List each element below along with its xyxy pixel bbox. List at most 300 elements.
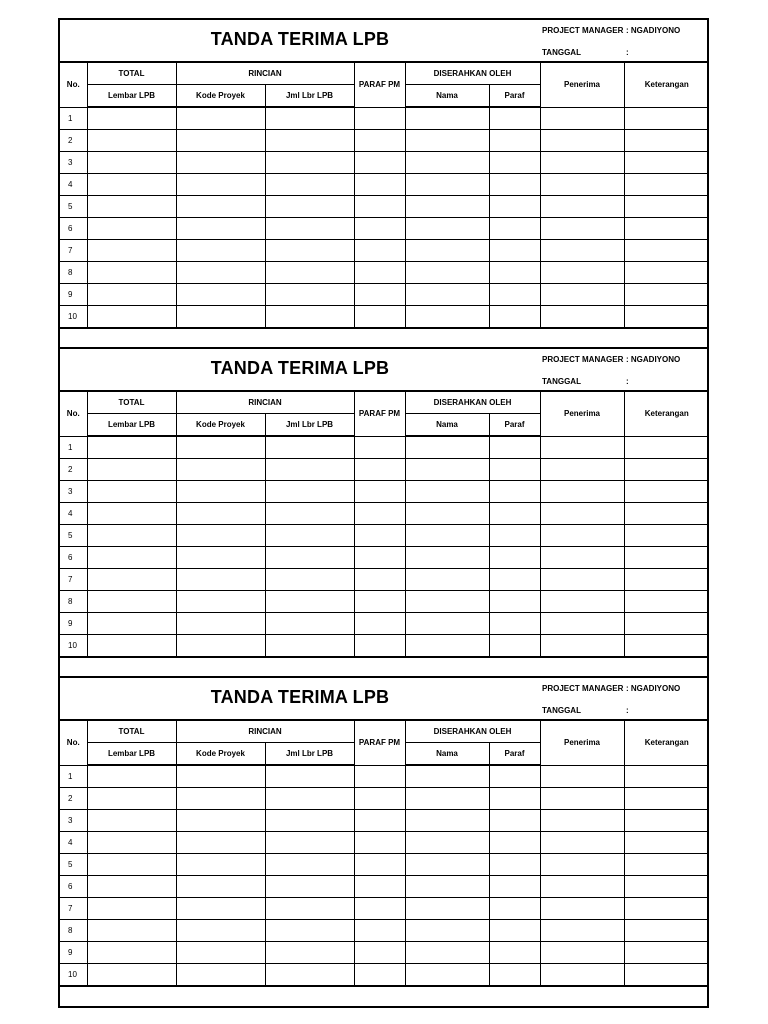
col-no-header: No. [60, 721, 87, 765]
cell-kode[interactable] [176, 854, 265, 876]
cell-nama[interactable] [405, 635, 489, 657]
cell-penerima[interactable] [540, 525, 624, 547]
cell-jml[interactable] [265, 130, 354, 152]
row-number: 10 [60, 306, 87, 328]
cell-kode[interactable] [176, 152, 265, 174]
row-number: 1 [60, 436, 87, 459]
cell-kode[interactable] [176, 262, 265, 284]
cell-lembar[interactable] [87, 569, 176, 591]
cell-nama[interactable] [405, 306, 489, 328]
cell-paraf[interactable] [489, 503, 540, 525]
cell-kode[interactable] [176, 832, 265, 854]
cell-paraf[interactable] [489, 591, 540, 613]
cell-paraf-pm[interactable] [354, 503, 405, 525]
cell-nama[interactable] [405, 832, 489, 854]
cell-penerima[interactable] [540, 130, 624, 152]
cell-kode[interactable] [176, 284, 265, 306]
row-number: 4 [60, 174, 87, 196]
cell-keterangan[interactable] [624, 613, 709, 635]
form-spacer [60, 986, 707, 1006]
cell-lembar[interactable] [87, 854, 176, 876]
cell-nama[interactable] [405, 436, 489, 459]
cell-paraf-pm[interactable] [354, 436, 405, 459]
row-number: 3 [60, 152, 87, 174]
row-number: 7 [60, 569, 87, 591]
cell-nama[interactable] [405, 240, 489, 262]
cell-kode[interactable] [176, 525, 265, 547]
cell-lembar[interactable] [87, 832, 176, 854]
cell-penerima[interactable] [540, 503, 624, 525]
cell-lembar[interactable] [87, 107, 176, 130]
cell-lembar[interactable] [87, 459, 176, 481]
cell-lembar[interactable] [87, 503, 176, 525]
cell-lembar[interactable] [87, 547, 176, 569]
cell-paraf[interactable] [489, 964, 540, 986]
cell-paraf-pm[interactable] [354, 240, 405, 262]
cell-nama[interactable] [405, 459, 489, 481]
cell-paraf-pm[interactable] [354, 898, 405, 920]
cell-jml[interactable] [265, 306, 354, 328]
cell-kode[interactable] [176, 876, 265, 898]
cell-jml[interactable] [265, 525, 354, 547]
cell-paraf-pm[interactable] [354, 591, 405, 613]
cell-paraf[interactable] [489, 832, 540, 854]
cell-penerima[interactable] [540, 832, 624, 854]
date-value: : [626, 706, 629, 715]
receipt-table [60, 63, 709, 328]
cell-penerima[interactable] [540, 898, 624, 920]
cell-paraf-pm[interactable] [354, 481, 405, 503]
cell-kode[interactable] [176, 174, 265, 196]
cell-penerima[interactable] [540, 152, 624, 174]
cell-keterangan[interactable] [624, 635, 709, 657]
cell-jml[interactable] [265, 196, 354, 218]
cell-nama[interactable] [405, 942, 489, 964]
project-manager-label: PROJECT MANAGER [542, 26, 624, 35]
cell-jml[interactable] [265, 613, 354, 635]
cell-penerima[interactable] [540, 854, 624, 876]
cell-jml[interactable] [265, 854, 354, 876]
cell-keterangan[interactable] [624, 174, 709, 196]
form-spacer [60, 657, 707, 678]
cell-paraf-pm[interactable] [354, 635, 405, 657]
cell-nama[interactable] [405, 765, 489, 788]
cell-nama[interactable] [405, 107, 489, 130]
cell-paraf-pm[interactable] [354, 832, 405, 854]
row-number: 5 [60, 196, 87, 218]
cell-nama[interactable] [405, 525, 489, 547]
cell-keterangan[interactable] [624, 459, 709, 481]
cell-lembar[interactable] [87, 876, 176, 898]
cell-jml[interactable] [265, 591, 354, 613]
cell-lembar[interactable] [87, 898, 176, 920]
table-row [60, 942, 709, 964]
table-row [60, 107, 709, 130]
cell-jml[interactable] [265, 481, 354, 503]
cell-keterangan[interactable] [624, 481, 709, 503]
date-line [542, 706, 629, 715]
cell-lembar[interactable] [87, 942, 176, 964]
cell-lembar[interactable] [87, 196, 176, 218]
cell-kode[interactable] [176, 964, 265, 986]
cell-lembar[interactable] [87, 436, 176, 459]
cell-jml[interactable] [265, 920, 354, 942]
cell-keterangan[interactable] [624, 547, 709, 569]
col-no-header: No. [60, 63, 87, 107]
cell-keterangan[interactable] [624, 876, 709, 898]
cell-paraf[interactable] [489, 306, 540, 328]
cell-paraf-pm[interactable] [354, 130, 405, 152]
cell-jml[interactable] [265, 436, 354, 459]
cell-paraf-pm[interactable] [354, 569, 405, 591]
col-kode-header: Kode Proyek [176, 85, 265, 108]
col-rincian-header: RINCIAN [176, 392, 354, 414]
cell-penerima[interactable] [540, 942, 624, 964]
cell-lembar[interactable] [87, 591, 176, 613]
form-header [60, 349, 707, 392]
cell-paraf[interactable] [489, 525, 540, 547]
cell-lembar[interactable] [87, 525, 176, 547]
cell-jml[interactable] [265, 262, 354, 284]
cell-nama[interactable] [405, 810, 489, 832]
cell-paraf[interactable] [489, 765, 540, 788]
row-number: 3 [60, 481, 87, 503]
cell-jml[interactable] [265, 942, 354, 964]
table-row [60, 459, 709, 481]
cell-paraf-pm[interactable] [354, 547, 405, 569]
table-row [60, 503, 709, 525]
cell-kode[interactable] [176, 920, 265, 942]
col-paraf-pm-header: PARAF PM [354, 63, 405, 107]
cell-paraf-pm[interactable] [354, 196, 405, 218]
cell-penerima[interactable] [540, 196, 624, 218]
cell-paraf[interactable] [489, 152, 540, 174]
cell-paraf-pm[interactable] [354, 174, 405, 196]
cell-lembar[interactable] [87, 635, 176, 657]
cell-paraf[interactable] [489, 436, 540, 459]
cell-penerima[interactable] [540, 107, 624, 130]
cell-paraf[interactable] [489, 942, 540, 964]
cell-lembar[interactable] [87, 613, 176, 635]
cell-keterangan[interactable] [624, 262, 709, 284]
cell-paraf-pm[interactable] [354, 876, 405, 898]
cell-paraf-pm[interactable] [354, 262, 405, 284]
cell-lembar[interactable] [87, 218, 176, 240]
cell-paraf[interactable] [489, 569, 540, 591]
cell-kode[interactable] [176, 591, 265, 613]
cell-keterangan[interactable] [624, 218, 709, 240]
cell-kode[interactable] [176, 459, 265, 481]
cell-keterangan[interactable] [624, 196, 709, 218]
cell-lembar[interactable] [87, 306, 176, 328]
cell-paraf-pm[interactable] [354, 788, 405, 810]
col-penerima-header: Penerima [540, 392, 624, 436]
cell-paraf[interactable] [489, 481, 540, 503]
cell-keterangan[interactable] [624, 130, 709, 152]
form-header [60, 678, 707, 721]
cell-kode[interactable] [176, 613, 265, 635]
cell-lembar[interactable] [87, 481, 176, 503]
cell-paraf[interactable] [489, 107, 540, 130]
cell-kode[interactable] [176, 436, 265, 459]
table-row [60, 964, 709, 986]
cell-penerima[interactable] [540, 174, 624, 196]
cell-penerima[interactable] [540, 481, 624, 503]
cell-penerima[interactable] [540, 765, 624, 788]
cell-nama[interactable] [405, 547, 489, 569]
col-total-header: TOTAL [87, 63, 176, 85]
receipt-form [60, 349, 707, 678]
cell-lembar[interactable] [87, 765, 176, 788]
cell-lembar[interactable] [87, 920, 176, 942]
project-manager-label: PROJECT MANAGER [542, 684, 624, 693]
col-no-header: No. [60, 392, 87, 436]
cell-penerima[interactable] [540, 810, 624, 832]
cell-nama[interactable] [405, 218, 489, 240]
cell-paraf[interactable] [489, 854, 540, 876]
cell-paraf[interactable] [489, 459, 540, 481]
cell-penerima[interactable] [540, 284, 624, 306]
cell-paraf-pm[interactable] [354, 459, 405, 481]
cell-kode[interactable] [176, 218, 265, 240]
cell-paraf-pm[interactable] [354, 284, 405, 306]
row-number: 4 [60, 832, 87, 854]
cell-nama[interactable] [405, 174, 489, 196]
cell-keterangan[interactable] [624, 942, 709, 964]
cell-kode[interactable] [176, 240, 265, 262]
cell-paraf[interactable] [489, 240, 540, 262]
cell-keterangan[interactable] [624, 898, 709, 920]
cell-paraf[interactable] [489, 547, 540, 569]
cell-paraf[interactable] [489, 218, 540, 240]
cell-nama[interactable] [405, 481, 489, 503]
cell-paraf-pm[interactable] [354, 525, 405, 547]
cell-nama[interactable] [405, 569, 489, 591]
col-keterangan-header: Keterangan [624, 392, 709, 436]
cell-nama[interactable] [405, 964, 489, 986]
cell-kode[interactable] [176, 547, 265, 569]
cell-paraf-pm[interactable] [354, 306, 405, 328]
cell-paraf[interactable] [489, 876, 540, 898]
cell-keterangan[interactable] [624, 854, 709, 876]
project-manager-label: PROJECT MANAGER [542, 355, 624, 364]
cell-keterangan[interactable] [624, 810, 709, 832]
cell-kode[interactable] [176, 503, 265, 525]
cell-kode[interactable] [176, 130, 265, 152]
table-row [60, 569, 709, 591]
cell-paraf-pm[interactable] [354, 107, 405, 130]
cell-nama[interactable] [405, 613, 489, 635]
cell-lembar[interactable] [87, 810, 176, 832]
cell-penerima[interactable] [540, 613, 624, 635]
cell-paraf[interactable] [489, 920, 540, 942]
cell-paraf[interactable] [489, 130, 540, 152]
cell-paraf[interactable] [489, 196, 540, 218]
cell-nama[interactable] [405, 920, 489, 942]
table-row [60, 174, 709, 196]
cell-keterangan[interactable] [624, 525, 709, 547]
cell-jml[interactable] [265, 569, 354, 591]
table-row [60, 284, 709, 306]
cell-penerima[interactable] [540, 964, 624, 986]
cell-kode[interactable] [176, 107, 265, 130]
cell-kode[interactable] [176, 765, 265, 788]
cell-penerima[interactable] [540, 218, 624, 240]
cell-lembar[interactable] [87, 130, 176, 152]
cell-kode[interactable] [176, 481, 265, 503]
cell-kode[interactable] [176, 306, 265, 328]
cell-nama[interactable] [405, 196, 489, 218]
cell-keterangan[interactable] [624, 788, 709, 810]
cell-paraf-pm[interactable] [354, 218, 405, 240]
cell-penerima[interactable] [540, 306, 624, 328]
cell-nama[interactable] [405, 152, 489, 174]
cell-jml[interactable] [265, 832, 354, 854]
cell-nama[interactable] [405, 591, 489, 613]
table-row [60, 613, 709, 635]
cell-kode[interactable] [176, 810, 265, 832]
cell-paraf[interactable] [489, 810, 540, 832]
cell-paraf-pm[interactable] [354, 942, 405, 964]
cell-penerima[interactable] [540, 547, 624, 569]
table-row [60, 262, 709, 284]
form-header [60, 20, 707, 63]
col-paraf-pm-header: PARAF PM [354, 721, 405, 765]
table-row [60, 876, 709, 898]
cell-kode[interactable] [176, 898, 265, 920]
cell-nama[interactable] [405, 130, 489, 152]
cell-nama[interactable] [405, 284, 489, 306]
cell-paraf[interactable] [489, 788, 540, 810]
cell-keterangan[interactable] [624, 107, 709, 130]
cell-paraf-pm[interactable] [354, 920, 405, 942]
cell-lembar[interactable] [87, 284, 176, 306]
cell-lembar[interactable] [87, 152, 176, 174]
cell-kode[interactable] [176, 635, 265, 657]
cell-keterangan[interactable] [624, 964, 709, 986]
cell-paraf[interactable] [489, 262, 540, 284]
cell-penerima[interactable] [540, 920, 624, 942]
cell-lembar[interactable] [87, 788, 176, 810]
cell-keterangan[interactable] [624, 306, 709, 328]
cell-nama[interactable] [405, 898, 489, 920]
receipt-table [60, 392, 709, 657]
cell-keterangan[interactable] [624, 152, 709, 174]
cell-jml[interactable] [265, 284, 354, 306]
receipt-form [60, 678, 707, 1006]
cell-jml[interactable] [265, 898, 354, 920]
cell-penerima[interactable] [540, 788, 624, 810]
cell-lembar[interactable] [87, 964, 176, 986]
cell-keterangan[interactable] [624, 832, 709, 854]
cell-jml[interactable] [265, 240, 354, 262]
cell-keterangan[interactable] [624, 569, 709, 591]
table-row [60, 920, 709, 942]
cell-jml[interactable] [265, 218, 354, 240]
cell-nama[interactable] [405, 876, 489, 898]
cell-lembar[interactable] [87, 174, 176, 196]
table-row [60, 591, 709, 613]
cell-jml[interactable] [265, 765, 354, 788]
cell-keterangan[interactable] [624, 765, 709, 788]
cell-penerima[interactable] [540, 591, 624, 613]
cell-paraf[interactable] [489, 898, 540, 920]
cell-paraf-pm[interactable] [354, 613, 405, 635]
cell-keterangan[interactable] [624, 436, 709, 459]
cell-kode[interactable] [176, 788, 265, 810]
cell-nama[interactable] [405, 854, 489, 876]
cell-penerima[interactable] [540, 459, 624, 481]
cell-paraf[interactable] [489, 613, 540, 635]
cell-keterangan[interactable] [624, 591, 709, 613]
form-title: TANDA TERIMA LPB [210, 358, 390, 378]
cell-keterangan[interactable] [624, 503, 709, 525]
cell-lembar[interactable] [87, 240, 176, 262]
cell-nama[interactable] [405, 788, 489, 810]
cell-paraf-pm[interactable] [354, 765, 405, 788]
cell-penerima[interactable] [540, 876, 624, 898]
cell-paraf[interactable] [489, 635, 540, 657]
cell-penerima[interactable] [540, 262, 624, 284]
col-keterangan-header: Keterangan [624, 63, 709, 107]
cell-kode[interactable] [176, 196, 265, 218]
cell-paraf[interactable] [489, 174, 540, 196]
cell-jml[interactable] [265, 547, 354, 569]
cell-paraf-pm[interactable] [354, 964, 405, 986]
cell-jml[interactable] [265, 107, 354, 130]
row-number: 2 [60, 788, 87, 810]
cell-jml[interactable] [265, 503, 354, 525]
cell-lembar[interactable] [87, 262, 176, 284]
cell-penerima[interactable] [540, 569, 624, 591]
cell-keterangan[interactable] [624, 284, 709, 306]
cell-jml[interactable] [265, 174, 354, 196]
row-number: 2 [60, 459, 87, 481]
cell-kode[interactable] [176, 942, 265, 964]
cell-nama[interactable] [405, 262, 489, 284]
cell-jml[interactable] [265, 788, 354, 810]
cell-penerima[interactable] [540, 240, 624, 262]
cell-keterangan[interactable] [624, 240, 709, 262]
cell-kode[interactable] [176, 569, 265, 591]
cell-keterangan[interactable] [624, 920, 709, 942]
row-number: 3 [60, 810, 87, 832]
cell-paraf[interactable] [489, 284, 540, 306]
cell-paraf-pm[interactable] [354, 152, 405, 174]
cell-nama[interactable] [405, 503, 489, 525]
cell-jml[interactable] [265, 635, 354, 657]
cell-jml[interactable] [265, 810, 354, 832]
table-row [60, 481, 709, 503]
cell-jml[interactable] [265, 964, 354, 986]
cell-penerima[interactable] [540, 635, 624, 657]
table-row [60, 854, 709, 876]
col-nama-header: Nama [405, 414, 489, 437]
date-line [542, 377, 629, 386]
table-row [60, 832, 709, 854]
col-rincian-header: RINCIAN [176, 63, 354, 85]
table-row [60, 152, 709, 174]
col-lembar-header: Lembar LPB [87, 85, 176, 108]
cell-jml[interactable] [265, 459, 354, 481]
cell-jml[interactable] [265, 876, 354, 898]
cell-penerima[interactable] [540, 436, 624, 459]
cell-paraf-pm[interactable] [354, 854, 405, 876]
form-title: TANDA TERIMA LPB [210, 687, 390, 707]
cell-jml[interactable] [265, 152, 354, 174]
cell-paraf-pm[interactable] [354, 810, 405, 832]
col-penerima-header: Penerima [540, 721, 624, 765]
